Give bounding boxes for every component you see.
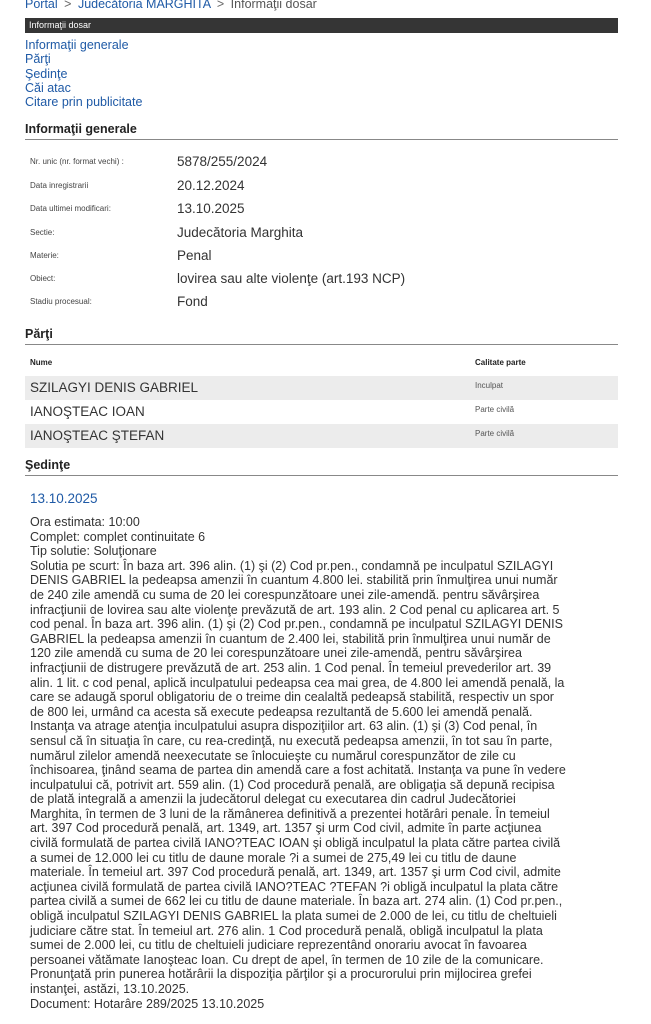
info-value: Penal [177, 248, 212, 263]
hearing-text-line: Tip solutie: Soluţionare [30, 544, 157, 559]
hearing-text-line: judiciare către stat. În temeiul art. 276 alin. 1 Cod procedură penală, obligă inculpatul la plata [30, 923, 543, 938]
nav-informatii-generale[interactable]: Informaţii generale [25, 38, 129, 52]
info-label: Obiect: [30, 274, 56, 283]
info-value: Judecătoria Marghita [177, 225, 304, 240]
hearing-text-line: Ora estimata: 10:00 [30, 515, 140, 529]
hearing-text-line: numărul zilelor amendă neexecutate se înlocuieşte cu numărul corespunzător de zile cu [30, 748, 516, 763]
hearing-text-line: Instanţa va atrage atenţia inculpatului asupra dispoziţiilor art. 63 alin. (1) şi (3) Cod penal, în [30, 719, 538, 734]
hearing-text-line: care se adaugă sporul obligatoriu de o treime din cealaltă pedeapsă stabilită, respectiv un spor [30, 690, 554, 705]
nav-citare-publicitate[interactable]: Citare prin publicitate [25, 95, 143, 110]
hearing-text-line: materiale. În temeiul art. 397 Cod procedură penală, art. 1349, art. 1357 şi urm Cod civil, admite [30, 865, 561, 880]
nav-cai-atac[interactable]: Căi atac [25, 80, 71, 95]
breadcrumb-separator: > [64, 0, 72, 11]
hearing-text-line: Pronunţată prin punerea hotărârii la dispoziţia părţilor şi a procurorului prin mijlocirea grefei [30, 967, 532, 982]
info-label: Sectie: [30, 228, 55, 237]
info-value: lovirea sau alte violenţe (art.193 NCP) [177, 271, 406, 286]
hearing-text-line: Marghita, în termen de 3 luni de la rămânerea definitivă a prezentei hotărâri penale. În temeiul [30, 806, 550, 821]
page-title-bar: Informaţii dosar [25, 18, 618, 33]
section-nav [25, 38, 142, 109]
info-label: Data ultimei modificari: [30, 204, 111, 213]
table-row [25, 376, 618, 400]
hearing-text-line: a sumei de 12.000 lei cu titlu de daune morale ?i a sumei de 275,49 lei cu titlu de daune [30, 850, 517, 865]
breadcrumb-portal-link[interactable]: Portal [25, 0, 58, 11]
hearing-text-line: partea civilă a sumei de 662 lei cu titlu de daune materiale. În baza art. 274 alin. (1) Cod pr.pen., [30, 894, 563, 909]
hearing-text-line: sensul că în situaţia în care, cu rea-credinţă, nu execută pedeapsa amenzii, în tot sau în parte, [30, 733, 553, 748]
nav-parti[interactable]: Părţi [25, 52, 51, 67]
hearing-text-line: infracţiunii de lovirea sau alte violenţe prevăzută de art. 193 alin. 2 Cod penal cu aplicarea art. 5 [30, 602, 560, 617]
party-role: Parte civilă [475, 405, 515, 414]
hearing-text-line: de plată integrală a amenzii la judecătorul delegat cu executarea din cadrul Judecătoriei [30, 792, 516, 807]
hearing-text-line: de 800 lei, urmând ca acesta să execute pedeapsa rezultantă de 5.600 lei amendă penală. [30, 704, 533, 719]
info-label: Nr. unic (nr. format vechi) : [30, 157, 124, 166]
info-value: Fond [177, 294, 208, 309]
hearing-text-line: închisoarea, ţinând seama de partea din amendă care a fost achitată. Instanţa va pune în vedere [30, 763, 566, 778]
info-value: 5878/255/2024 [177, 154, 268, 169]
table-row [25, 400, 618, 424]
hearing-text-line: 120 zile amendă cu suma de 20 lei corespunzătoare unei zile-amendă, pentru săvârşirea [30, 646, 522, 661]
info-label: Stadiu procesual: [30, 297, 92, 306]
hearing-text-line: infracţiunii de distrugere prevăzută de art. 253 alin. 1 Cod penal. În temeiul prevederilor art. 39 [30, 660, 552, 675]
info-section-heading: Informaţii generale [25, 122, 618, 140]
sedinte-section-heading: Şedinţe [25, 458, 618, 476]
info-value: 20.12.2024 [177, 178, 245, 193]
info-value: 13.10.2025 [177, 201, 245, 216]
hearing-details [30, 515, 615, 1011]
info-label: Materie: [30, 251, 59, 260]
hearing-text-line: de 240 zile amendă cu suma de 20 lei corespunzătoare unei zile-amendă. pentru săvârşirea [30, 587, 540, 602]
party-name: IANOŞTEAC IOAN [30, 404, 145, 419]
hearing-text-line: Document: Hotarâre 289/2025 13.10.2025 [30, 996, 265, 1011]
hearing-text-line: alin. 1 lit. c cod penal, aplică inculpatului pedeapsa cea mai grea, de 4.800 lei amendă penală, la [30, 675, 565, 690]
hearing-text-line: acţiunea civilă formulată de partea civilă IANO?TEAC ?TEFAN ?i obligă inculpatul la plata către [30, 879, 559, 894]
party-role: Parte civilă [475, 429, 515, 438]
hearing-text-line: persoanei vătămate Ianoşteac Ioan. Cu drept de apel, în termen de 10 zile de la comunicare. [30, 952, 544, 967]
breadcrumb [25, 0, 317, 11]
breadcrumb-current: Informaţii dosar [230, 0, 317, 11]
breadcrumb-separator: > [216, 0, 225, 11]
hearing-text-line: cod penal. În baza art. 396 alin. (1) şi (2) Cod pr.pen., condamnă pe inculpatul SZILAGYI DENIS [30, 617, 563, 632]
party-role: Inculpat [475, 381, 504, 390]
nav-sedinte[interactable]: Şedinţe [25, 66, 68, 81]
parti-section-heading: Părţi [25, 327, 618, 345]
hearing-text-line: instanţei, astăzi, 13.10.2025. [30, 982, 190, 996]
party-name: SZILAGYI DENIS GABRIEL [30, 380, 199, 395]
party-name: IANOŞTEAC ŞTEFAN [30, 428, 165, 443]
hearing-text-line: GABRIEL la pedeapsa amenzii în cuantum de 2.400 lei, stabilită prin înmulţirea unui număr de [30, 631, 551, 646]
info-label: Data inregistrarii [30, 181, 89, 190]
hearing-text-line: sumei de 2.000 lei, cu titlu de cheltuieli judiciare reprezentând onorariu avocat în favoarea [30, 938, 527, 953]
hearing-text-line: art. 397 Cod procedură penală, art. 1349, art. 1357 şi urm Cod civil, admite în parte acţiunea [30, 821, 542, 836]
hearing-text-line: inculpatului că, potrivit art. 559 alin. (1) Cod procedură penală, are obligaţia să depună recipisa [30, 777, 555, 792]
hearing-date: 13.10.2025 [30, 491, 98, 506]
column-header-name: Nume [30, 358, 53, 367]
hearing-text-line: civilă formulată de partea civilă IANO?TEAC IOAN şi obligă inculpatul la plata către partea civilă [30, 836, 561, 851]
table-row [25, 424, 618, 448]
hearing-text-line: obligă inculpatul SZILAGYI DENIS GABRIEL la plata sumei de 2.000 de lei, cu titlu de cheltuieli [30, 909, 557, 924]
hearing-text-line: Complet: complet continuitate 6 [30, 529, 206, 544]
hearing-text-line: Solutia pe scurt: În baza art. 396 alin. (1) şi (2) Cod pr.pen., condamnă pe inculpatul SZILAGYI [30, 558, 554, 573]
hearing-text-line: DENIS GABRIEL la pedeapsa amenzii în cuantum 4.800 lei. stabilită prin înmulţirea unui număr [30, 573, 558, 588]
breadcrumb-court-link[interactable]: Judecătoria MARGHITA [77, 0, 211, 11]
column-header-role: Calitate parte [475, 358, 526, 367]
